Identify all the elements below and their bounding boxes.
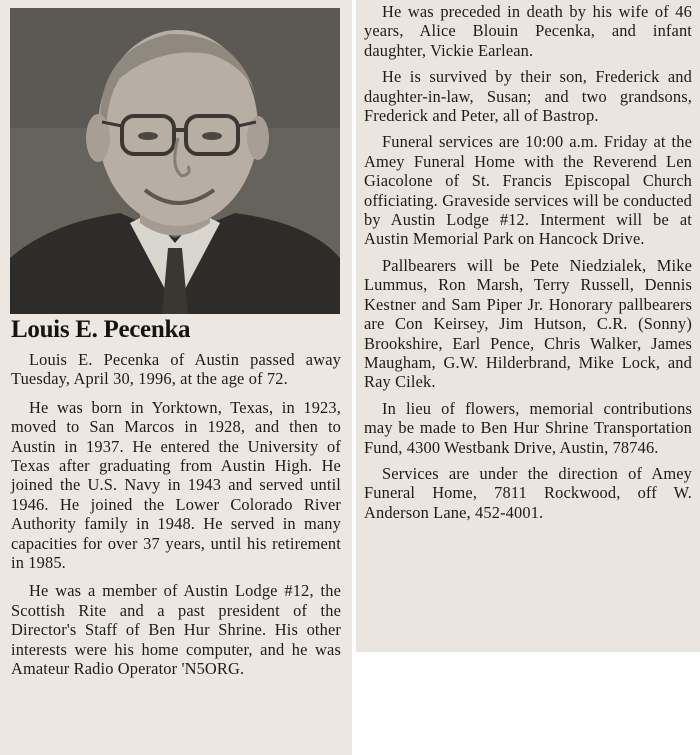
paragraph-preceded: He was preceded in death by his wife of 46 years, Alice Blouin Pecenka, and infant daughter, Vickie Earlean. [364, 2, 692, 60]
paragraph-biography: He was born in Yorktown, Texas, in 1923, moved to San Marcos in 1928, and then to Austin in 1937. He entered the University of Texas after graduating from Austin High. He joined the U.S. Navy in 1943 and served until 1946. He joined the Lower Colorado River Authority family in 1948. He served in many capacities for over 37 years, until his retirement in 1985. [11, 397, 341, 573]
paragraph-memorials: In lieu of flowers, memorial contributions may be made to Ben Hur Shrine Transportation Fund, 4300 Westbank Drive, Austin, 78746. [364, 398, 692, 457]
paragraph-memberships: He was a member of Austin Lodge #12, the Scottish Rite and a past president of the Director's Staff of Ben Hur Shrine. His other interests were his home computer, and he was Amateur Radio Operator 'N5ORG. [11, 581, 341, 679]
portrait-photo [10, 8, 340, 314]
left-column-text [11, 350, 341, 688]
paragraph-passing: Louis E. Pecenka of Austin passed away Tuesday, April 30, 1996, at the age of 72. [11, 350, 341, 389]
obituary-clipping-right [356, 0, 700, 652]
paragraph-arrangements: Services are under the direction of Amey Funeral Home, 7811 Rockwood, off W. Anderson Lane, 452-4001. [364, 463, 692, 522]
paragraph-funeral-services: Funeral services are 10:00 a.m. Friday at the Amey Funeral Home with the Reverend Len Giacolone of St. Francis Episcopal Church officiating. Graveside services will be conducted by Austin Lodge #12. Interment will be at Austin Memorial Park on Hancock Drive. [364, 132, 692, 249]
obituary-name-heading: Louis E. Pecenka [11, 316, 191, 343]
portrait-illustration [10, 8, 340, 314]
paragraph-survived: He is survived by their son, Frederick and daughter-in-law, Susan; and two grandsons, Frederick and Peter, all of Bastrop. [364, 67, 692, 126]
right-column-text [364, 2, 692, 529]
paragraph-pallbearers: Pallbearers will be Pete Niedzialek, Mike Lummus, Ron Marsh, Terry Russell, Dennis Kestner and Sam Piper Jr. Honorary pallbearers are Con Keirsey, Jim Hutson, C.R. (Sonny) Brookshire, Earl Pence, Chris Walker, James Maugham, G.W. Hilderbrand, Mike Lock, and Ray Cilek. [364, 255, 692, 392]
